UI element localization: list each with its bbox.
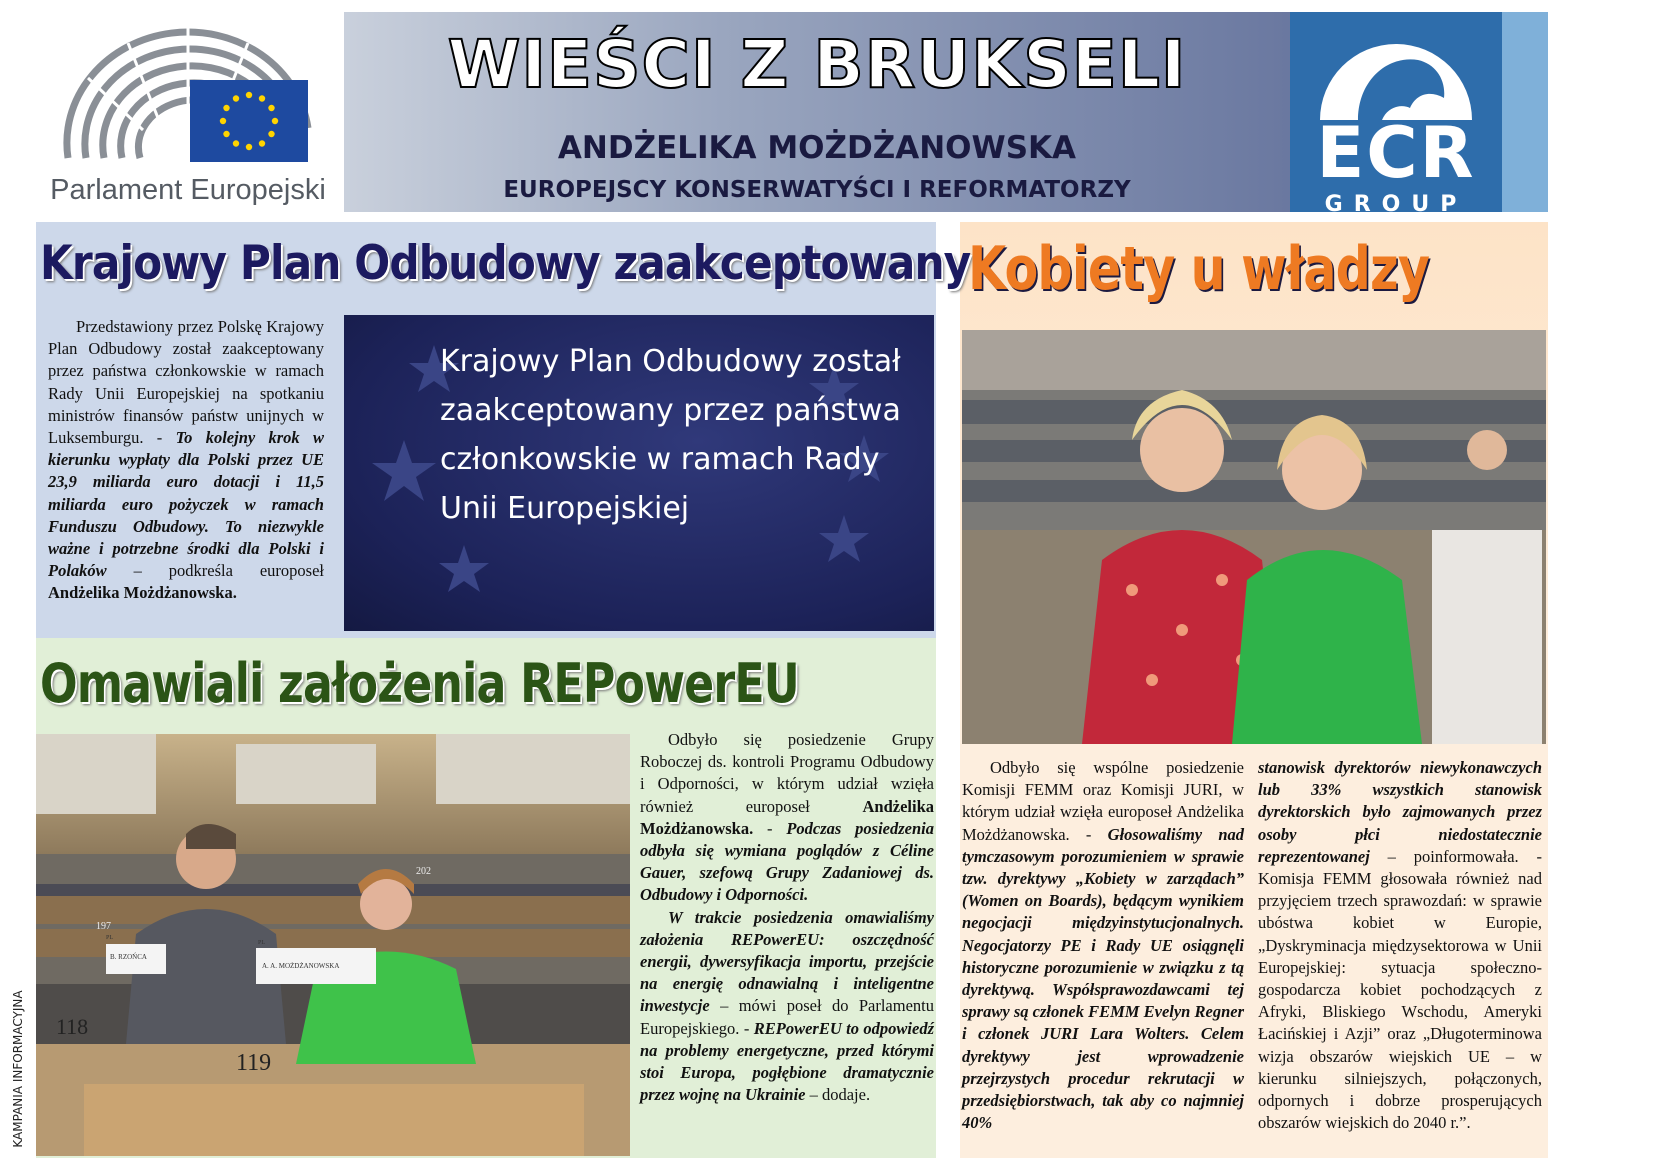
repower-quote-2: W trakcie posiedzenia omawialiśmy założenia REPowerEU: oszczędność energii, dywersyfikacja importu, przejście na energię odnawialną i inteligentne inwestycje — [640, 907, 934, 1016]
kpo-headline: Krajowy Plan Odbudowy zaakceptowany — [40, 236, 971, 291]
nameplate-left: B. RZOŃCA — [110, 953, 147, 961]
repower-article-text — [640, 729, 934, 1106]
campaign-label: KAMPANIA INFORMACYJNA — [11, 990, 25, 1148]
european-parliament-label: Parlament Europejski — [50, 174, 326, 206]
two-women-photo — [962, 330, 1546, 744]
kpo-paragraph: Przedstawiony przez Polskę Krajowy Plan Odbudowy został zaakceptowany przez państwa członkowskie w ramach Rady Unii Europejskiej na spotkaniu ministrów finansów państw unijnych w Luksemburgu. - — [48, 317, 324, 448]
repower-meeting-photo — [36, 734, 630, 1156]
repower-author-name: Andżelika Możdżanowska. — [640, 796, 934, 838]
kpo-article-text — [48, 316, 324, 605]
repower-closing: – dodaje. — [809, 1085, 871, 1105]
kobiety-quote-2: stanowisk dyrektorów niewykonawczych lub 33% wszystkich stanowisk dyrektorskich było zajmowanych przez osoby płci niedostatecznie reprezentowanej — [1258, 758, 1542, 866]
kobiety-column-1 — [962, 757, 1244, 1134]
ecr-logo-text: ECR — [1316, 112, 1476, 194]
kobiety-quote-1: Głosowaliśmy nad tymczasowym porozumieniem w sprawie tzw. dyrektywy „Kobiety w zarządach” (Women on Boards), będącym wynikiem negocjacji międzyinstytucjonalnych. Negocjatorzy PE i Rady UE osiągnęli historyczne porozumienie w związku z tą dyrektywą. Współsprawozdawcami tej sprawy są członek FEMM Evelyn Regner i członek JURI Lara Wolters. Celem dyrektywy jest wprowadzenie przejrzystych procedur rekrutacji w przedsiębiorstwach, tak aby co najmniej 40% — [962, 824, 1245, 1133]
kpo-quote: To kolejny krok w kierunku wypłaty dla Polski przez UE 23,9 miliarda euro dotacji i 11,5 miliarda euro pożyczek w ramach Funduszu Odbudowy. To niezwykle ważne i potrzebne środki dla Polski i Polaków — [48, 428, 324, 581]
repower-quote-1: Podczas posiedzenia odbyła się wymiana poglądów z Céline Gauer, szefową Grupy Zadaniowej ds. Odbudowy i Odporności. — [640, 818, 934, 905]
kpo-graphic-quote: Krajowy Plan Odbudowy został zaakceptowany przez państwa członkowskie w ramach Rady Unii Europejskiej — [440, 344, 901, 526]
masthead-title: WIEŚCI Z BRUKSELI — [447, 26, 1187, 103]
repower-dash: - — [767, 818, 773, 838]
seat-202-label: 202 — [416, 866, 431, 877]
ecr-group-logo — [1290, 12, 1502, 212]
ecr-lion-icon — [1318, 20, 1474, 120]
repower-attribution: – mówi poseł do Parlamentu Europejskiego. - — [640, 996, 934, 1038]
kobiety-photo — [962, 330, 1546, 744]
kobiety-headline: Kobiety u władzy — [968, 234, 1430, 304]
author-name: ANDŻELIKA MOŻDŻANOWSKA — [557, 130, 1077, 166]
ecr-logo-subtext: GROUP — [1324, 192, 1468, 212]
kpo-attribution: – podkreśla europoseł — [133, 561, 325, 581]
nameplate-right-lang: PL — [258, 940, 266, 946]
kobiety-attribution: – poinformowała. — [1387, 846, 1519, 866]
repower-intro: Odbyło się posiedzenie Grupy Roboczej ds. kontroli Programu Odbudowy i Odporności, w którym udział wzięła również europoseł — [640, 730, 934, 816]
seat-118-label: 118 — [56, 1014, 89, 1039]
repower-headline: Omawiali założenia REPowerEU — [40, 652, 799, 715]
repower-quote-3: REPowerEU to odpowiedź na problemy energetyczne, przed którymi stoi Europa, pogłębione dramatycznie przez wojnę na Ukrainie — [640, 1018, 934, 1105]
header-accent-strip — [1502, 12, 1548, 212]
kobiety-intro: Odbyło się wspólne posiedzenie Komisji FEMM oraz Komisji JURI, w którym udział wzięła europoseł Andżelika Możdżanowska. - — [962, 758, 1244, 844]
nameplate-left-lang: PL — [106, 935, 114, 941]
masthead-banner — [344, 12, 1290, 212]
european-parliament-logo — [38, 12, 328, 212]
kpo-graphic — [344, 315, 934, 631]
eu-flag-icon — [190, 80, 308, 162]
kobiety-reports: - Komisja FEMM głosowała również nad przyjęciem trzech sprawozdań: w sprawie ubóstwa kobiet w Europie, „Dyskryminacja międzysektorowa w Unii Europejskiej: sytuacja społeczno-gospodarcza kobiet pochodzących z Afryki, Bliskiego Wschodu, Ameryki Łacińskiej i Azji” oraz „Długoterminowa wizja obszarów wiejskich UE – w kierunku silniejszych, połączonych, odpornych i dobrze prosperujących obszarów wiejskich do 2040 r.”. — [1258, 846, 1543, 1133]
seat-197-label: 197 — [96, 921, 111, 932]
political-group-name: EUROPEJSCY KONSERWATYŚCI I REFORMATORZY — [503, 177, 1131, 203]
kpo-author-name: Andżelika Możdżanowska. — [48, 583, 237, 603]
kobiety-column-2 — [1258, 757, 1542, 1134]
seat-119-label: 119 — [236, 1050, 272, 1076]
nameplate-right: A. A. MOŻDŻANOWSKA — [262, 962, 340, 970]
meeting-room-photo — [36, 734, 630, 1156]
